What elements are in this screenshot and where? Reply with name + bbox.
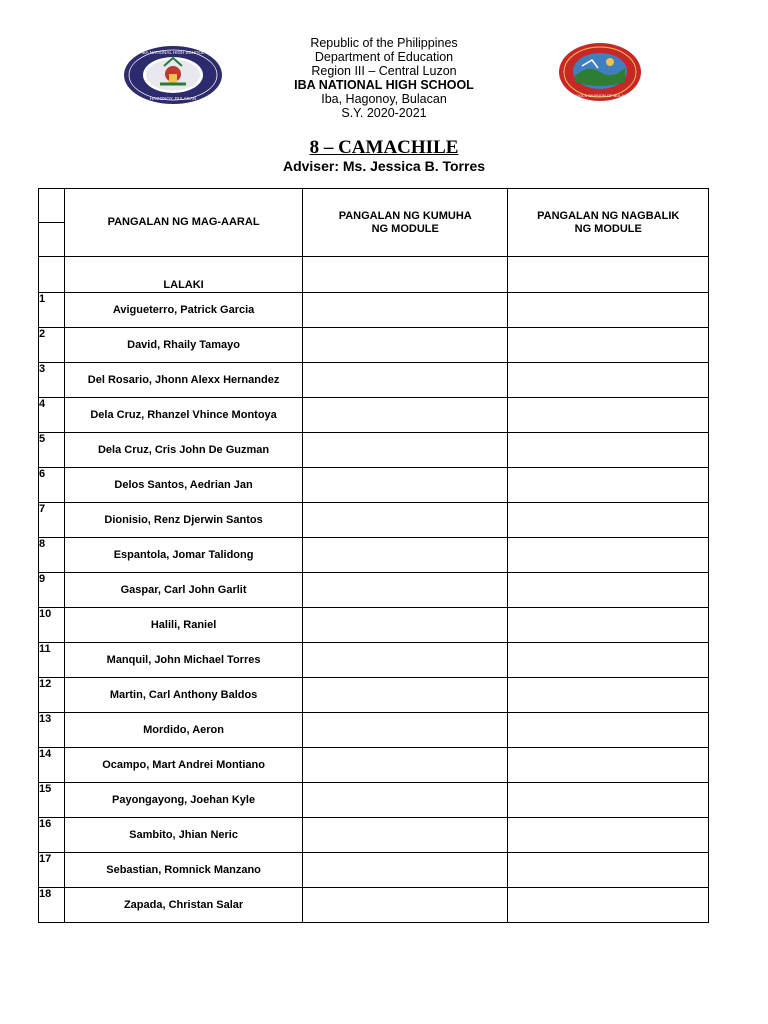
student-name: David, Rhaily Tamayo <box>65 328 303 363</box>
student-name: Del Rosario, Jhonn Alexx Hernandez <box>65 363 303 398</box>
nagbalik-cell <box>508 398 709 433</box>
student-name: Delos Santos, Aedrian Jan <box>65 468 303 503</box>
student-name: Zapada, Christan Salar <box>65 888 303 923</box>
table-row <box>39 398 709 433</box>
student-name: Sambito, Jhian Neric <box>65 818 303 853</box>
kumuha-cell <box>302 468 508 503</box>
header-num-cell-top <box>39 189 65 223</box>
table-row <box>39 783 709 818</box>
kumuha-cell <box>302 573 508 608</box>
nagbalik-cell <box>508 853 709 888</box>
table-row <box>39 503 709 538</box>
row-number: 7 <box>39 503 65 538</box>
row-number: 13 <box>39 713 65 748</box>
table-row <box>39 608 709 643</box>
student-name: Gaspar, Carl John Garlit <box>65 573 303 608</box>
nagbalik-cell <box>508 538 709 573</box>
header-republic: Republic of the Philippines <box>310 36 458 50</box>
col-header-kumuha <box>302 189 508 257</box>
nagbalik-cell <box>508 713 709 748</box>
kumuha-cell <box>302 363 508 398</box>
header-address: Iba, Hagonoy, Bulacan <box>321 92 447 106</box>
nagbalik-cell <box>508 643 709 678</box>
student-name: Mordido, Aeron <box>65 713 303 748</box>
kumuha-cell <box>302 538 508 573</box>
kumuha-cell <box>302 748 508 783</box>
nagbalik-cell <box>508 468 709 503</box>
adviser-line: Adviser: Ms. Jessica B. Torres <box>282 158 486 174</box>
row-number: 12 <box>39 678 65 713</box>
col-header-student-name: PANGALAN NG MAG-AARAL <box>65 189 303 257</box>
table-row <box>39 678 709 713</box>
nagbalik-cell <box>508 433 709 468</box>
kumuha-cell <box>302 503 508 538</box>
kumuha-cell <box>302 328 508 363</box>
nagbalik-cell <box>508 608 709 643</box>
kumuha-cell <box>302 293 508 328</box>
table-row <box>39 468 709 503</box>
kumuha-cell <box>302 608 508 643</box>
roster-body <box>39 293 709 923</box>
row-number: 9 <box>39 573 65 608</box>
student-name: Espantola, Jomar Talidong <box>65 538 303 573</box>
row-number: 2 <box>39 328 65 363</box>
kumuha-cell <box>302 398 508 433</box>
header-region: Region III – Central Luzon <box>311 64 457 78</box>
table-row <box>39 328 709 363</box>
row-number: 15 <box>39 783 65 818</box>
kumuha-cell <box>302 643 508 678</box>
nagbalik-cell <box>508 678 709 713</box>
student-name: Dionisio, Renz Djerwin Santos <box>65 503 303 538</box>
row-number: 16 <box>39 818 65 853</box>
nagbalik-cell <box>508 503 709 538</box>
col-header-kumuha-line2: NG MODULE <box>371 223 439 235</box>
student-name: Sebastian, Romnick Manzano <box>65 853 303 888</box>
row-number: 8 <box>39 538 65 573</box>
nagbalik-cell <box>508 818 709 853</box>
col-header-nagbalik <box>508 189 709 257</box>
header-num-cell-bottom <box>39 223 65 257</box>
kumuha-cell <box>302 713 508 748</box>
document-header <box>0 36 768 120</box>
kumuha-cell <box>302 818 508 853</box>
svg-text:SCHOOLS DIVISION OF BULACAN: SCHOOLS DIVISION OF BULACAN <box>567 93 633 98</box>
row-number: 1 <box>39 293 65 328</box>
nagbalik-cell <box>508 573 709 608</box>
nagbalik-cell <box>508 293 709 328</box>
col-header-nagbalik-line1: PANGALAN NG NAGBALIK <box>537 210 680 222</box>
kumuha-cell <box>302 678 508 713</box>
nagbalik-cell <box>508 328 709 363</box>
table-row <box>39 818 709 853</box>
table-row <box>39 363 709 398</box>
table-row <box>39 573 709 608</box>
student-name: Avigueterro, Patrick Garcia <box>65 293 303 328</box>
student-name: Payongayong, Joehan Kyle <box>65 783 303 818</box>
student-name: Manquil, John Michael Torres <box>65 643 303 678</box>
svg-text:IBA NATIONAL HIGH SCHOOL: IBA NATIONAL HIGH SCHOOL <box>141 50 205 55</box>
kumuha-cell <box>302 888 508 923</box>
nagbalik-cell <box>508 888 709 923</box>
row-number: 10 <box>39 608 65 643</box>
student-name: Dela Cruz, Rhanzel Vhince Montoya <box>65 398 303 433</box>
row-number: 17 <box>39 853 65 888</box>
table-row <box>39 888 709 923</box>
student-name: Dela Cruz, Cris John De Guzman <box>65 433 303 468</box>
table-row <box>39 748 709 783</box>
nagbalik-cell <box>508 748 709 783</box>
kumuha-cell <box>302 783 508 818</box>
student-name: Ocampo, Mart Andrei Montiano <box>65 748 303 783</box>
table-row <box>39 433 709 468</box>
module-roster-table <box>38 188 709 923</box>
kumuha-cell <box>302 433 508 468</box>
group-nagbalik-cell <box>508 257 709 293</box>
group-label-lalaki: LALAKI <box>65 257 303 293</box>
svg-text:HAGONOY, BULACAN: HAGONOY, BULACAN <box>149 96 197 101</box>
header-school-year: S.Y. 2020-2021 <box>341 106 427 120</box>
row-number: 3 <box>39 363 65 398</box>
nagbalik-cell <box>508 783 709 818</box>
header-school-name: IBA NATIONAL HIGH SCHOOL <box>294 78 474 92</box>
row-number: 14 <box>39 748 65 783</box>
row-number: 18 <box>39 888 65 923</box>
row-number: 4 <box>39 398 65 433</box>
kumuha-cell <box>302 853 508 888</box>
row-number: 5 <box>39 433 65 468</box>
table-row <box>39 293 709 328</box>
header-department: Department of Education <box>314 50 454 64</box>
group-num-cell <box>39 257 65 293</box>
table-row <box>39 853 709 888</box>
nagbalik-cell <box>508 363 709 398</box>
group-kumuha-cell <box>302 257 508 293</box>
table-row <box>39 713 709 748</box>
row-number: 6 <box>39 468 65 503</box>
table-row <box>39 538 709 573</box>
col-header-nagbalik-line2: NG MODULE <box>574 223 642 235</box>
table-row <box>39 643 709 678</box>
student-name: Halili, Raniel <box>65 608 303 643</box>
row-number: 11 <box>39 643 65 678</box>
section-title: 8 – CAMACHILE <box>309 137 459 158</box>
student-name: Martin, Carl Anthony Baldos <box>65 678 303 713</box>
col-header-kumuha-line1: PANGALAN NG KUMUHA <box>338 210 472 222</box>
